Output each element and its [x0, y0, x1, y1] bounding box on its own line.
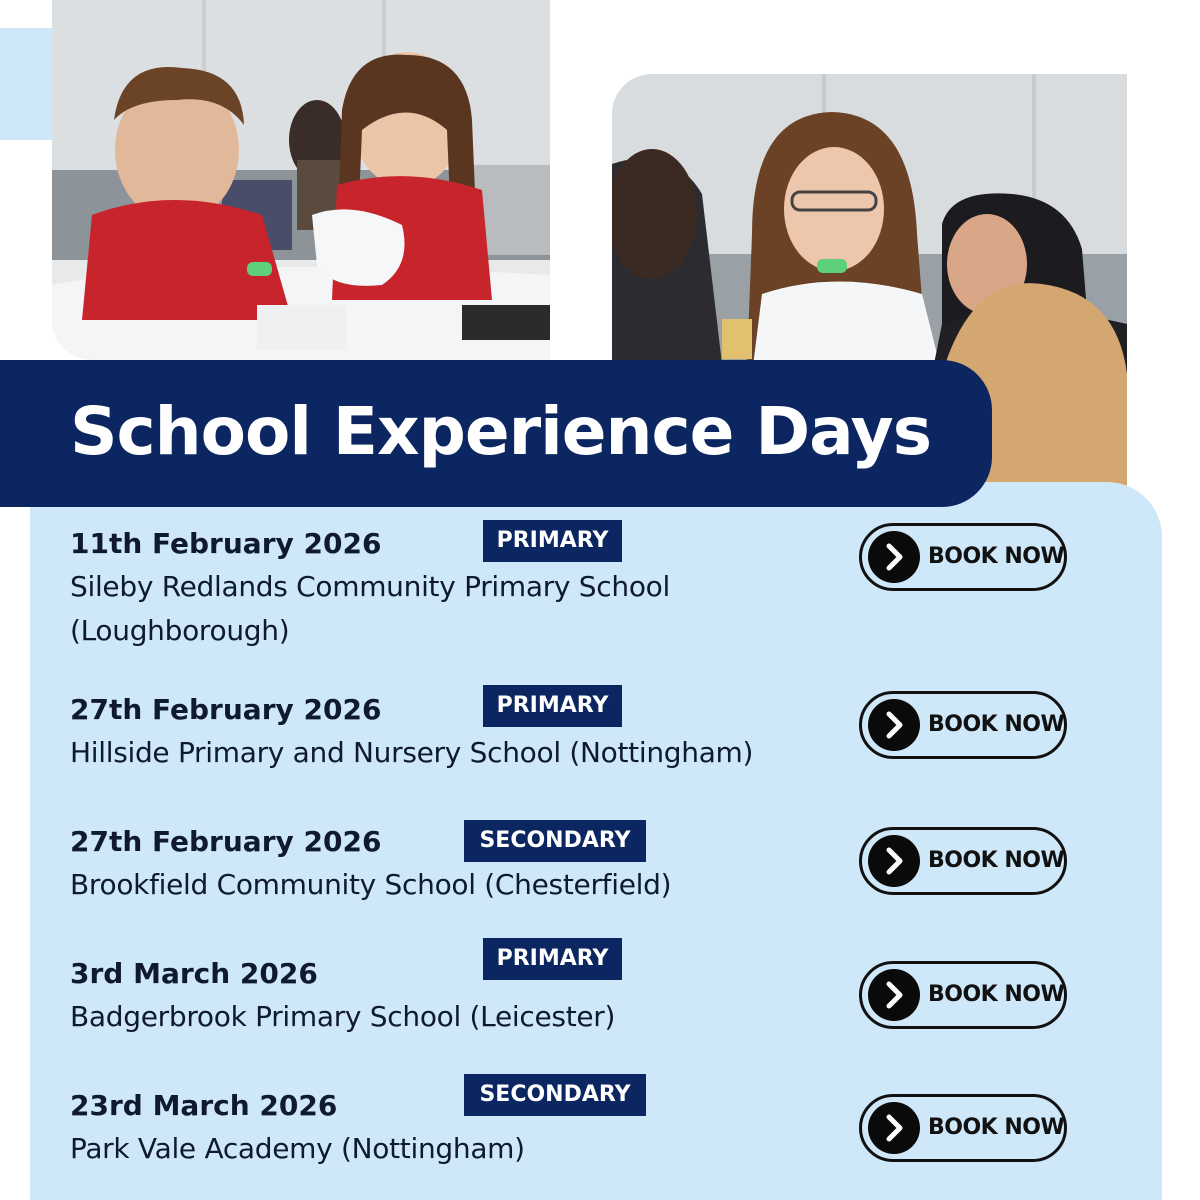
- event-venue: Badgerbrook Primary School (Leicester): [70, 1000, 616, 1033]
- school-phase-badge: SECONDARY: [464, 1074, 646, 1116]
- chevron-right-icon: [868, 531, 920, 583]
- book-now-button[interactable]: [859, 961, 1067, 1029]
- title-banner: [0, 360, 992, 507]
- event-date: 27th February 2026: [70, 693, 382, 726]
- book-now-button[interactable]: [859, 1094, 1067, 1162]
- chevron-right-icon: [868, 835, 920, 887]
- event-date: 27th February 2026: [70, 825, 382, 858]
- school-phase-badge: PRIMARY: [483, 938, 622, 980]
- event-date: 11th February 2026: [70, 527, 382, 560]
- chevron-right-icon: [868, 1102, 920, 1154]
- school-phase-badge: PRIMARY: [483, 685, 622, 727]
- book-now-button[interactable]: [859, 691, 1067, 759]
- book-now-label: BOOK NOW: [928, 712, 1065, 737]
- book-now-label: BOOK NOW: [928, 1115, 1065, 1140]
- book-now-button[interactable]: [859, 523, 1067, 591]
- school-phase-badge: PRIMARY: [483, 520, 622, 562]
- event-venue: Brookfield Community School (Chesterfield): [70, 868, 672, 901]
- book-now-label: BOOK NOW: [928, 544, 1065, 569]
- school-phase-badge: SECONDARY: [464, 820, 646, 862]
- book-now-label: BOOK NOW: [928, 848, 1065, 873]
- event-venue: Sileby Redlands Community Primary School (Loughborough): [70, 570, 670, 647]
- event-venue: Hillside Primary and Nursery School (Nottingham): [70, 736, 754, 769]
- event-date: 3rd March 2026: [70, 957, 318, 990]
- book-now-button[interactable]: [859, 827, 1067, 895]
- page-title: School Experience Days: [70, 393, 931, 470]
- event-date: 23rd March 2026: [70, 1089, 338, 1122]
- chevron-right-icon: [868, 969, 920, 1021]
- students-working-photo: [52, 0, 550, 360]
- book-now-label: BOOK NOW: [928, 982, 1065, 1007]
- event-venue: Park Vale Academy (Nottingham): [70, 1132, 525, 1165]
- chevron-right-icon: [868, 699, 920, 751]
